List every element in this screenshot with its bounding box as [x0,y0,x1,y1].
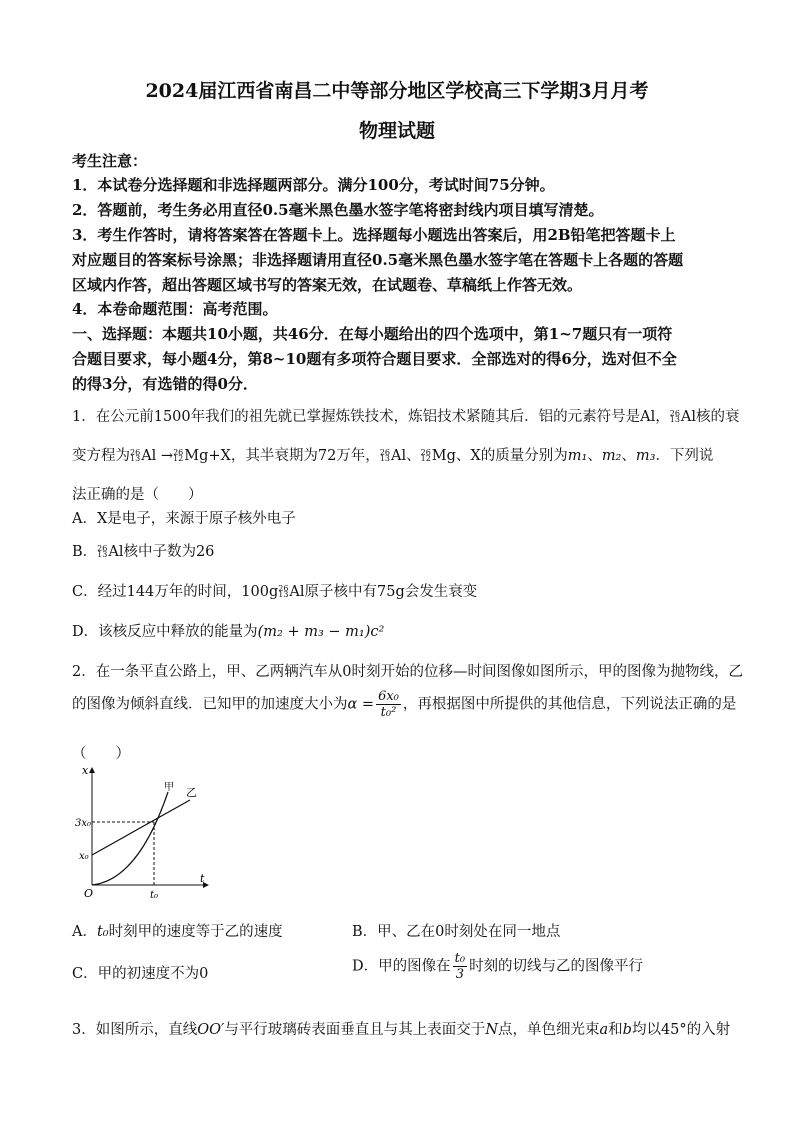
section1-line-2: 合题目要求，每小题4分，第8~10题有多项符合题目要求．全部选对的得6分，选对但不全 [72,350,677,368]
q1-option-a: A．X是电子，来源于原子核外电子 [72,511,296,527]
notice-item-3: 3．考生作答时，请将答案答在答题卡上。选择题每小题选出答案后，用2B铅笔把答题卡上 [72,226,676,244]
decay-equation-part1: Al → [141,448,174,464]
section1-line-1: 一、选择题：本题共10小题，共46分．在每小题给出的四个选项中，第1~7题只有一项符 [72,325,673,343]
label-axis-t: t [200,872,205,885]
energy-formula: (m₂ + m₃ − m₁)c² [257,624,385,640]
q1-line-3: 法正确的是（ ） [72,487,203,503]
label-yi: 乙 [186,786,197,799]
acceleration-fraction: $\frac{\text{6x₀}}{\text{t₀²}}$ [378,689,399,720]
q1-option-b: B． 26 13 Al核中子数为26 [72,543,215,560]
notice-item-3-cont2: 区域内作答，超出答题区域书写的答案无效，在试题卷、草稿纸上作答无效。 [72,276,583,294]
exam-title: 2024届江西省南昌二中等部分地区学校高三下学期3月月考 [145,80,649,102]
q1-option-d: D．该核反应中释放的能量为(m₂ + m₃ − m₁)c² [72,624,385,640]
section1-line-3: 的得3分，有选错的得0分． [72,375,258,393]
q1-option-c: C．经过144万年的时间，100g 26 13 Al原子核中有75g会发生衰变 [72,583,478,600]
label-x0: x₀ [79,851,89,862]
xt-graph [75,760,218,910]
q2-line-3: （ ） [72,746,130,762]
notice-item-1: 1．本试卷分选择题和非选择题两部分。满分100分，考试时间75分钟。 [72,176,555,194]
exam-subtitle: 物理试题 [358,120,435,142]
isotope-al: 26 13 [669,408,680,424]
label-origin: O [84,887,94,900]
q2-line-2: 的图像为倾斜直线．已知甲的加速度大小为α = $\frac{\text{6x₀}}{\text{t₀²}}$ ，再根据图中所提供的其他信息，下列说法正确的是 [72,689,737,720]
label-3x0: 3x₀ [75,818,92,829]
q3-line-1: 3．如图所示，直线OO′与平行玻璃砖表面垂直且与其上表面交于N点，单色细光束a和b均以45°的入射 [72,1022,731,1038]
q2-option-a: A．t₀时刻甲的速度等于乙的速度 [72,924,283,940]
label-t0: t₀ [150,890,159,901]
q1-line-1: 1．在公元前1500年我们的祖先就已掌握炼铁技术，炼铝技术紧随其后．铝的元素符号是Al， 26 13 Al核的衰 [72,408,740,425]
notice-heading: 考生注意： [72,152,148,170]
q2-option-b: B．甲、乙在0时刻处在同一地点 [352,924,561,940]
q2-option-c: C．甲的初速度不为0 [72,966,209,982]
q2-line-1: 2．在一条平直公路上，甲、乙两辆汽车从0时刻开始的位移—时间图像如图所示，甲的图像为抛物线，乙 [72,664,743,680]
curve-jia [92,792,168,885]
decay-equation-part2: Mg+X [184,448,231,464]
q2-option-d: D．甲的图像在 $\frac{\text{t₀}}{3}$ 时刻的切线与乙的图像平行 [352,951,644,982]
notice-item-4: 4．本卷命题范围：高考范围。 [72,300,278,318]
label-jia: 甲 [164,782,174,793]
notice-item-2: 2．答题前，考生务必用直径0.5毫米黑色墨水签字笔将密封线内项目填写清楚。 [72,201,604,219]
notice-item-3-cont: 对应题目的答案标号涂黑；非选择题请用直径0.5毫米黑色墨水签字笔在答题卡上各题的答题 [72,251,684,269]
line-yi [92,800,190,855]
q1-line-2: 变方程为 26 13 Al → 26 12 Mg+X，其半衰期为72万年， 26 13 Al、 26 12 Mg、X的质量分别为m₁、m₂、m₃．下列说 [72,447,714,464]
label-axis-x: x [82,764,89,777]
